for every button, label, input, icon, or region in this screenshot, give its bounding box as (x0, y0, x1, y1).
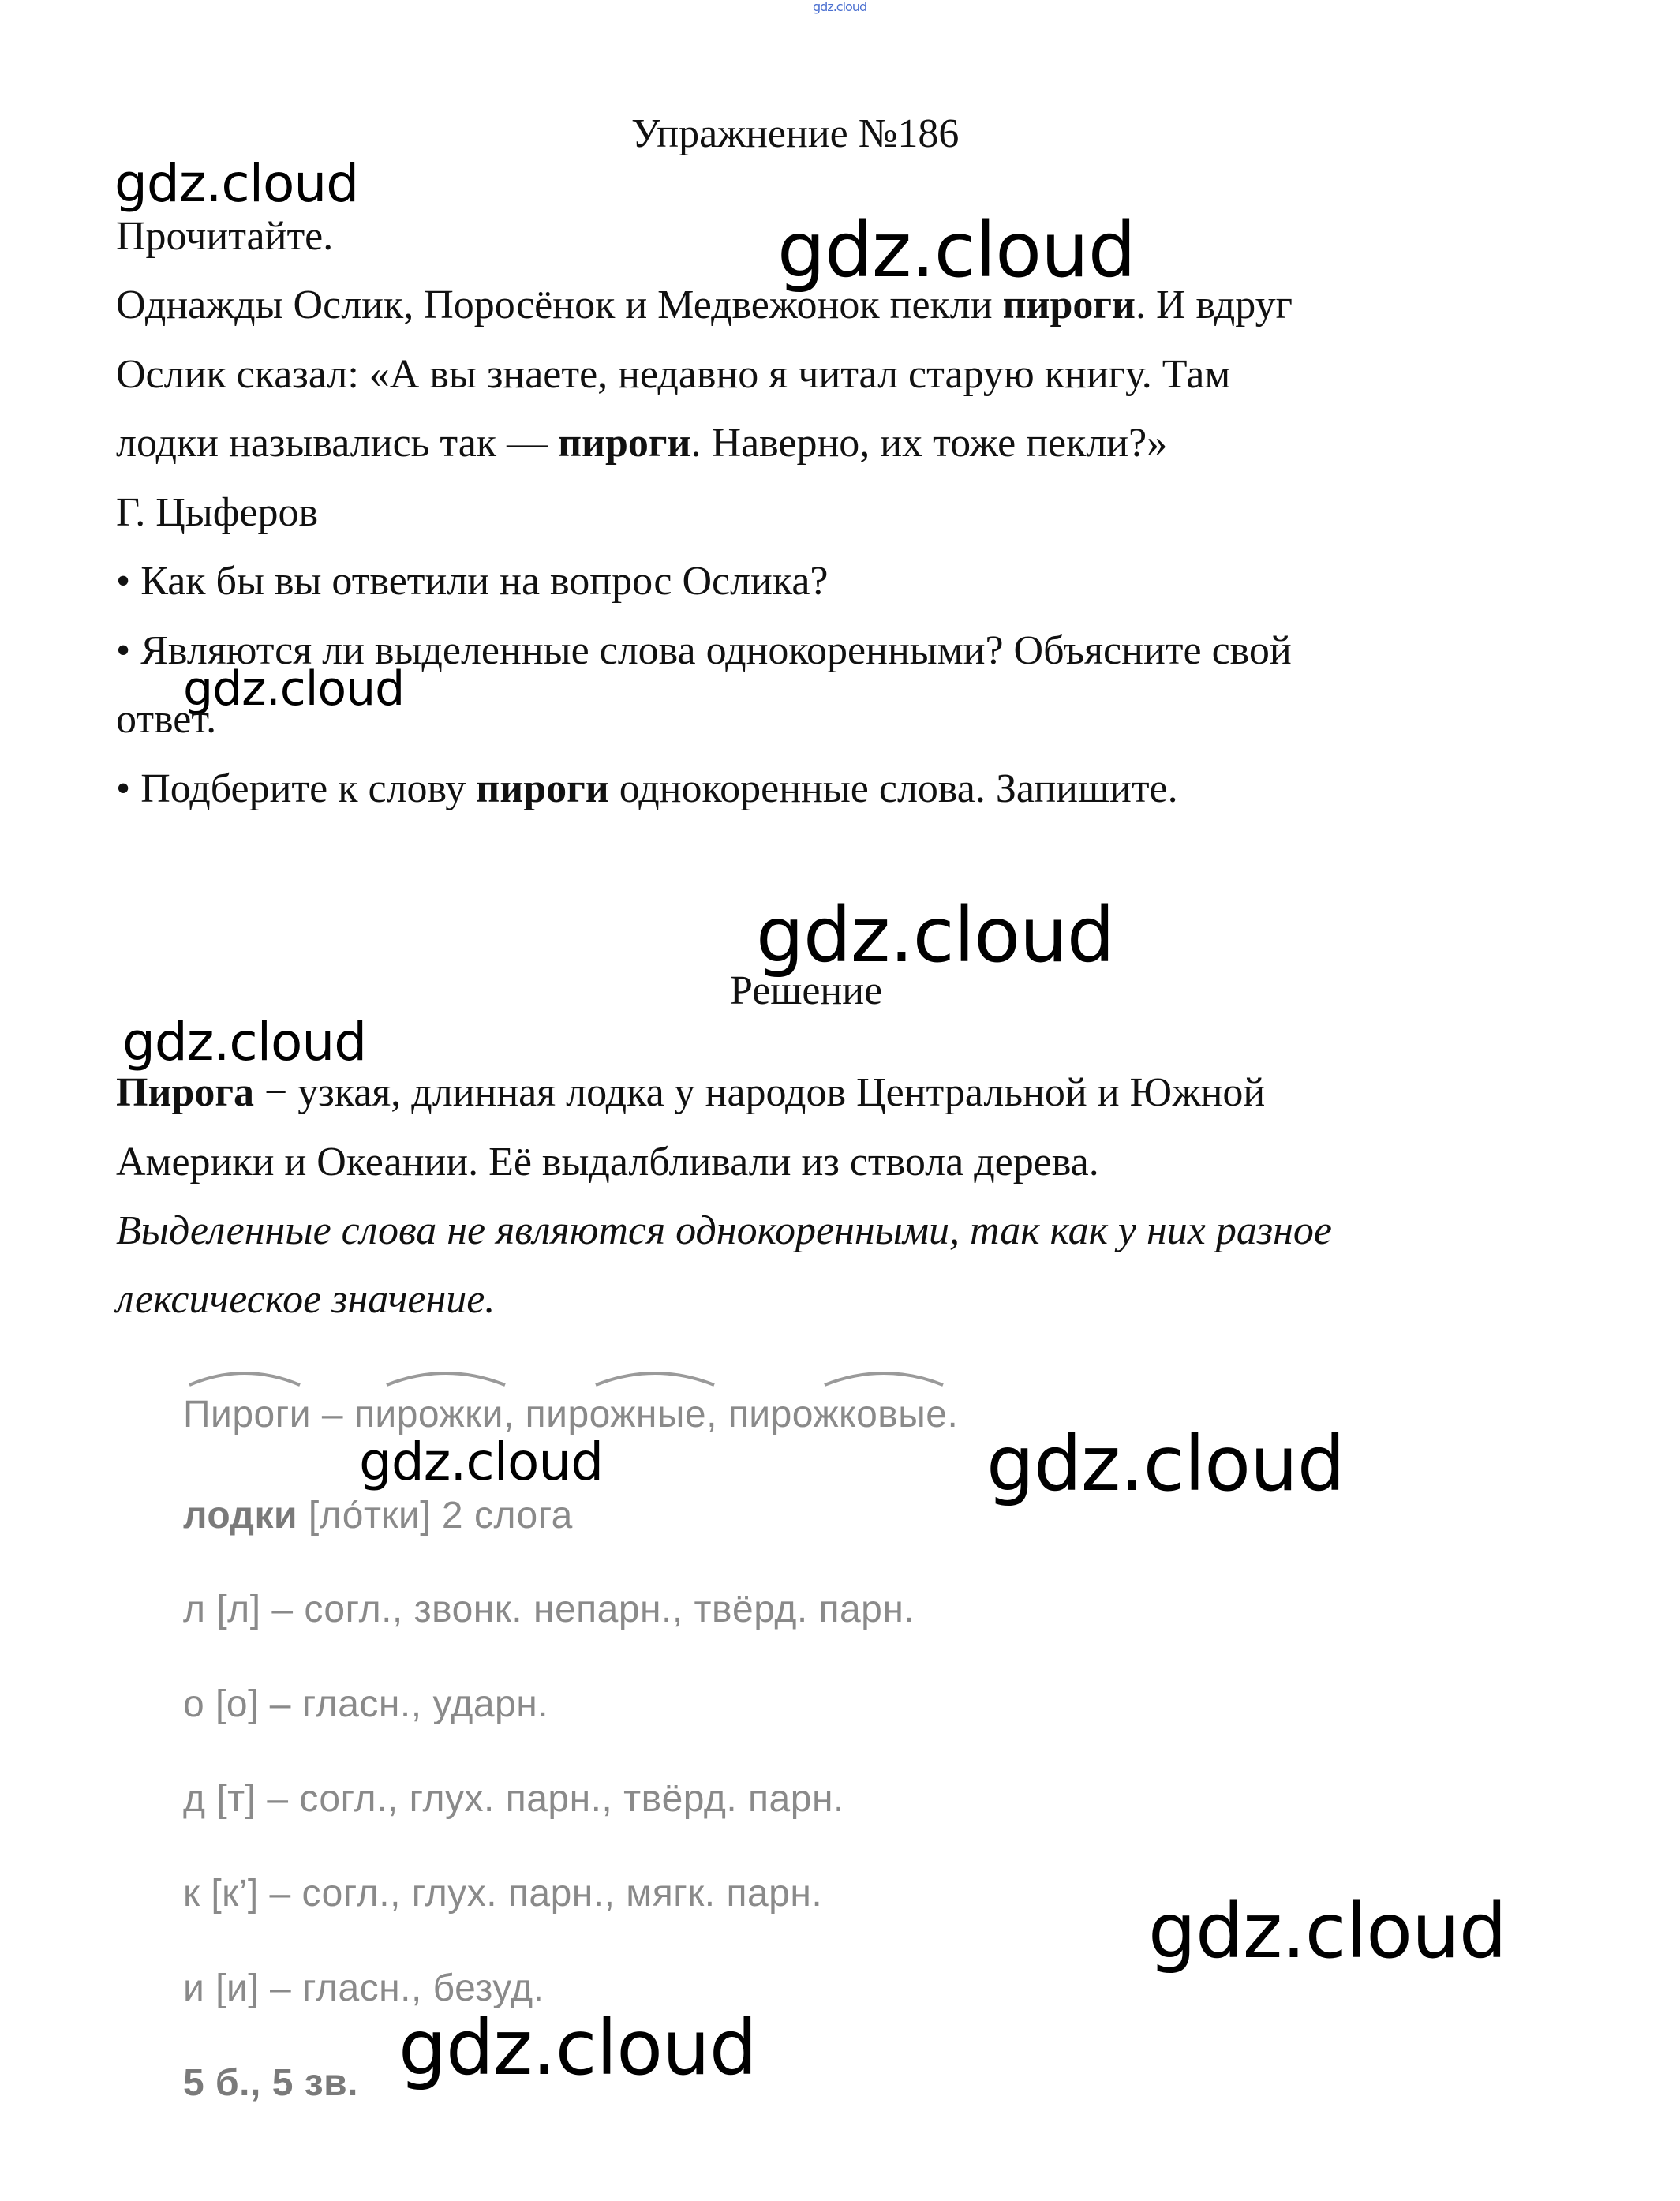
watermark-6: gdz.cloud (359, 1432, 604, 1492)
question-2-line-1: • Являются ли выделенные слова однокоренными? Объясните свой (116, 628, 1292, 673)
watermark-3: gdz.cloud (183, 661, 405, 717)
note-line-1: Выделенные слова не являются однокоренными, так как у них разное (116, 1208, 1333, 1253)
phonetic-line: о [о] – гласн., ударн. (183, 1683, 549, 1725)
solution-heading: Решение (730, 968, 883, 1013)
watermark-9: gdz.cloud (398, 2004, 757, 2092)
highlighted-word: пироги (558, 421, 691, 466)
task-intro: Прочитайте. (116, 214, 334, 259)
question-1: • Как бы вы ответили на вопрос Ослика? (116, 559, 829, 604)
watermark-8: gdz.cloud (1148, 1887, 1506, 1975)
highlighted-word: пироги (476, 766, 609, 811)
analyzed-word: лодки (183, 1495, 298, 1537)
watermark-7: gdz.cloud (986, 1420, 1345, 1508)
watermark-4: gdz.cloud (756, 891, 1114, 979)
word-transcription: лодки [ло́тки] 2 слога (183, 1495, 573, 1537)
top-watermark: gdz.cloud (813, 0, 867, 14)
root-arcs (185, 1361, 1117, 1393)
highlighted-word: пироги (1002, 283, 1136, 328)
watermark-5: gdz.cloud (122, 1012, 367, 1072)
root-arc (825, 1373, 943, 1385)
question-2-line-2: ответ. (116, 697, 217, 742)
task-text-line-2: Ослик сказал: «А вы знаете, недавно я читал старую книгу. Там (116, 352, 1231, 397)
watermark-1: gdz.cloud (114, 153, 359, 214)
task-text-line-1: Однажды Ослик, Поросёнок и Медвежонок пекли пироги. И вдруг (116, 283, 1293, 328)
phonetic-line: и [и] – гласн., безуд. (183, 1967, 544, 2009)
watermark-2: gdz.cloud (777, 206, 1136, 294)
phonetic-line: л [л] – согл., звонк. непарн., твёрд. парн. (183, 1589, 915, 1630)
related-words: Пироги – пирожки, пирожные, пирожковые. (183, 1394, 959, 1436)
task-text-line-3: лодки назывались так — пироги. Наверно, их тоже пекли?» (116, 421, 1168, 466)
root-arc (387, 1373, 505, 1385)
phonetic-line: к [к’] – согл., глух. парн., мягк. парн. (183, 1873, 823, 1915)
root-arc (596, 1373, 714, 1385)
definition-term: Пирога (116, 1070, 254, 1115)
page-title: Упражнение №186 (631, 111, 960, 156)
definition-line-1: Пирога − узкая, длинная лодка у народов Центральной и Южной (116, 1070, 1266, 1115)
phonetic-line: д [т] – согл., глух. парн., твёрд. парн. (183, 1778, 844, 1820)
letters-sounds-summary: 5 б., 5 зв. (183, 2062, 358, 2104)
definition-line-2: Америки и Океании. Её выдалбливали из ствола дерева. (116, 1140, 1099, 1185)
question-3: • Подберите к слову пироги однокоренные слова. Запишите. (116, 766, 1178, 811)
task-author: Г. Цыферов (116, 490, 319, 535)
note-line-2: лексическое значение. (116, 1277, 496, 1322)
root-arc (189, 1373, 300, 1385)
